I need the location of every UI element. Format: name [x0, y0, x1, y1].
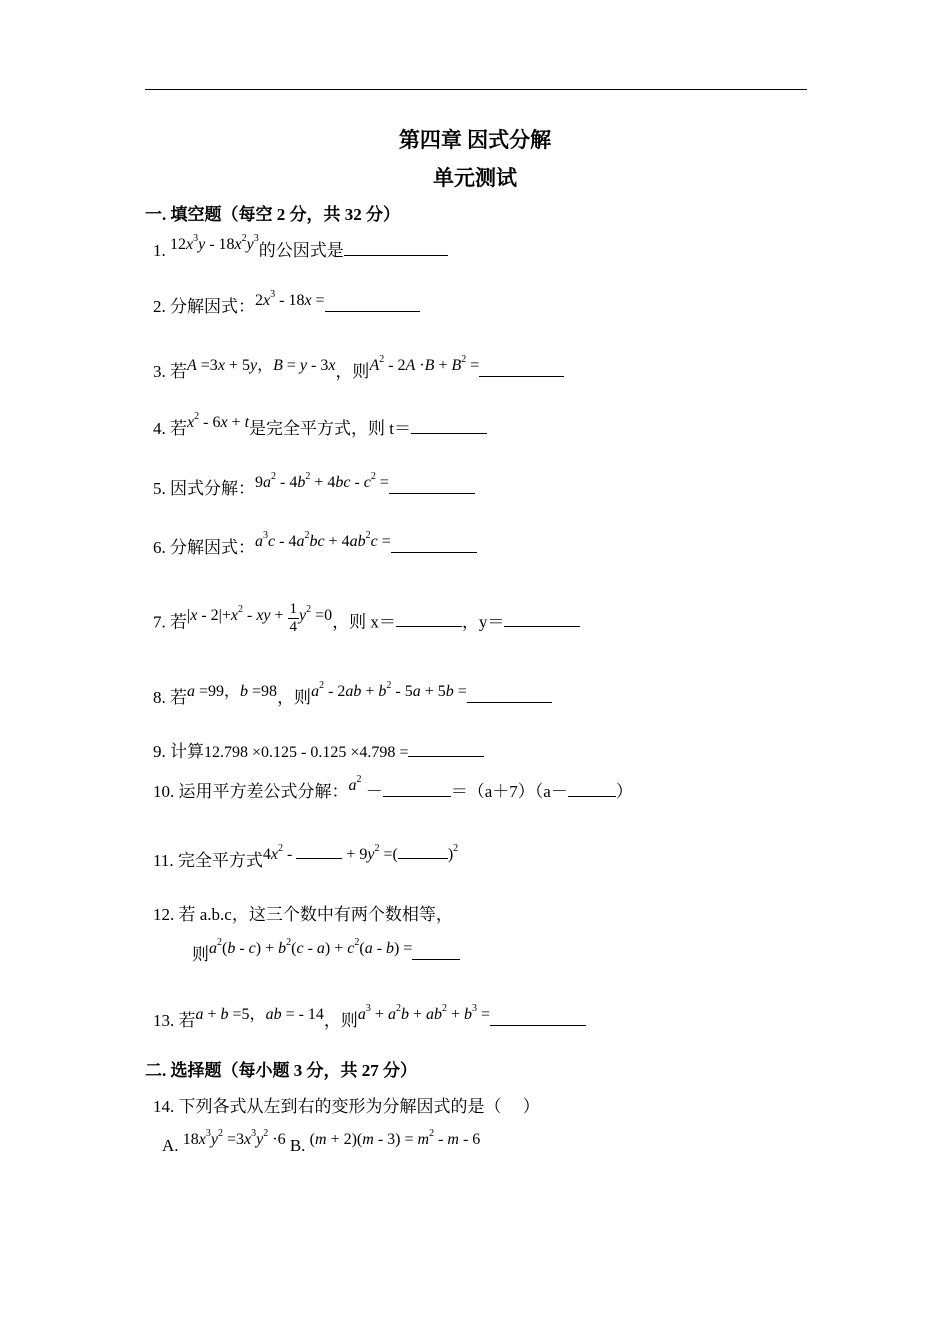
- answer-blank[interactable]: [408, 755, 484, 757]
- question-text: 计算: [170, 742, 204, 761]
- page-title: 第四章 因式分解: [398, 128, 552, 152]
- section-fill-blank-heading: 一. 填空题（每空 2 分，共 32 分）: [145, 205, 400, 224]
- question-text: 若 a.b.c，这三个数中有两个数相等，: [178, 905, 453, 924]
- question-text: 分解因式：: [170, 538, 255, 557]
- answer-blank[interactable]: [325, 310, 420, 312]
- question-text: 因式分解：: [170, 479, 255, 498]
- question-number: 12.: [153, 905, 175, 924]
- math-expression: $|x - 2|+x^2$ - xy +: [187, 604, 288, 625]
- question-number: 13.: [153, 1011, 175, 1030]
- math-expression: $a^2 - 2ab + b^2 - 5a + 5b$ =: [311, 680, 467, 700]
- option-b-label[interactable]: B.: [289, 1136, 306, 1155]
- question-text: 若: [170, 419, 187, 438]
- math-expression: $y^2 =0$: [299, 604, 333, 625]
- question-number: 9.: [153, 742, 166, 761]
- math-expression: $A^2 - 2A \cdot B + B^2$ =: [369, 354, 480, 374]
- question-text: 是完全平方式，则 t＝: [249, 419, 412, 438]
- math-expression: $a^2(b - c) + b^2(c - a) + c^2(a - b)$ =: [209, 937, 413, 957]
- question-number: 14.: [153, 1097, 175, 1116]
- question-number: 10.: [153, 782, 175, 801]
- question-5: [153, 471, 475, 499]
- answer-blank[interactable]: [391, 551, 477, 553]
- question-text: ，则 x＝: [332, 612, 396, 632]
- fraction-one-quarter: $\frac{1}{4}$: [289, 601, 298, 635]
- question-3: [153, 354, 564, 382]
- answer-blank[interactable]: [490, 1024, 586, 1026]
- answer-blank[interactable]: [383, 795, 451, 797]
- question-number: 4.: [153, 419, 166, 438]
- answer-blank[interactable]: [568, 795, 616, 797]
- math-expression: $a^3c - 4a^2bc + 4ab^2c$ =: [255, 530, 391, 550]
- answer-blank[interactable]: [389, 492, 475, 494]
- question-4: [153, 411, 487, 439]
- question-text: ，则: [323, 1011, 358, 1030]
- question-6: [153, 530, 477, 558]
- question-number: 11.: [153, 851, 174, 870]
- question-10: 10. 运用平方差公式分解：$a^2 - =(a+7)(a-$ ）: [153, 774, 633, 801]
- answer-blank[interactable]: [344, 254, 448, 256]
- section-multiple-choice-heading: 二. 选择题（每小题 3 分，共 27 分）: [145, 1061, 417, 1080]
- question-14-options: [162, 1128, 481, 1156]
- question-number: 6.: [153, 538, 166, 557]
- answer-blank[interactable]: [411, 432, 487, 434]
- math-expression: $12x^3y - 18x^2y^3$: [170, 233, 259, 253]
- question-2: [153, 289, 420, 317]
- question-9: [153, 737, 484, 762]
- question-text: 若: [170, 612, 187, 632]
- answer-blank-x[interactable]: [396, 625, 462, 627]
- question-text: 的公因式是: [258, 241, 344, 260]
- question-1: [153, 233, 448, 261]
- question-number: 5.: [153, 479, 166, 498]
- page-subtitle: 单元测试: [433, 166, 517, 190]
- answer-blank[interactable]: [296, 857, 342, 859]
- math-expression: A =3x + 5y，B = y - 3x: [187, 357, 336, 374]
- answer-blank[interactable]: [412, 958, 460, 960]
- question-text: ）: [615, 782, 633, 801]
- question-14: [153, 1092, 540, 1117]
- answer-blank[interactable]: [467, 701, 552, 703]
- question-text: ，则: [335, 362, 370, 381]
- math-expression: $x^2 - 6x + t$: [187, 411, 250, 431]
- question-number: 3.: [153, 362, 166, 381]
- question-13: [153, 1003, 586, 1031]
- math-expression: $9a^2 - 4b^2 + 4bc - c^2$ =: [255, 471, 389, 491]
- question-12-line-2: [192, 937, 460, 965]
- math-expression: $a^3 + a^2b + ab^2 + b^3$ =: [357, 1003, 491, 1023]
- question-8: [153, 680, 552, 708]
- question-text: 完全平方式: [177, 851, 263, 870]
- question-text: ，则: [277, 688, 312, 707]
- question-text: 若: [170, 362, 187, 381]
- option-a-label[interactable]: A.: [162, 1136, 179, 1155]
- question-7: [153, 601, 580, 641]
- question-text: 运用平方差公式分解：: [178, 782, 349, 801]
- math-expression: 12.798 ×0.125 - 0.125 ×4.798 =: [204, 744, 409, 761]
- answer-blank[interactable]: [479, 375, 564, 377]
- question-text: 若: [170, 688, 187, 707]
- question-text: 若: [178, 1011, 196, 1030]
- answer-blank[interactable]: [398, 857, 448, 859]
- question-text: ，y＝: [461, 612, 505, 632]
- question-number: 1.: [153, 241, 166, 260]
- math-expression: a =99，b =98: [187, 683, 278, 700]
- question-number: 7.: [153, 612, 166, 632]
- math-expression: $a^2$: [348, 774, 362, 794]
- question-number: 2.: [153, 297, 166, 316]
- question-number: 8.: [153, 688, 166, 707]
- option-b-expression[interactable]: $(m + 2)(m - 3) = m^2 - m - 6$: [309, 1128, 481, 1148]
- question-text: 则: [192, 945, 209, 964]
- option-a-expression[interactable]: $18x^3y^2 =3x^3y^2 \cdot 6$: [182, 1128, 286, 1148]
- question-text: ＝（a＋7）（a－: [450, 782, 568, 801]
- math-expression: $2x^3 - 18x$ =: [255, 289, 325, 309]
- answer-blank-y[interactable]: [504, 625, 580, 627]
- question-text: 分解因式：: [170, 297, 255, 316]
- question-12: [153, 900, 453, 925]
- question-11: [153, 843, 459, 871]
- math-expression: $4x^2$ - + $9y^2$ =( )$^2$: [262, 843, 459, 863]
- math-expression: a + b =5，ab = - 14: [195, 1006, 324, 1023]
- header-rule: [145, 89, 807, 90]
- question-text: 下列各式从左到右的变形为分解因式的是（ ）: [178, 1097, 540, 1116]
